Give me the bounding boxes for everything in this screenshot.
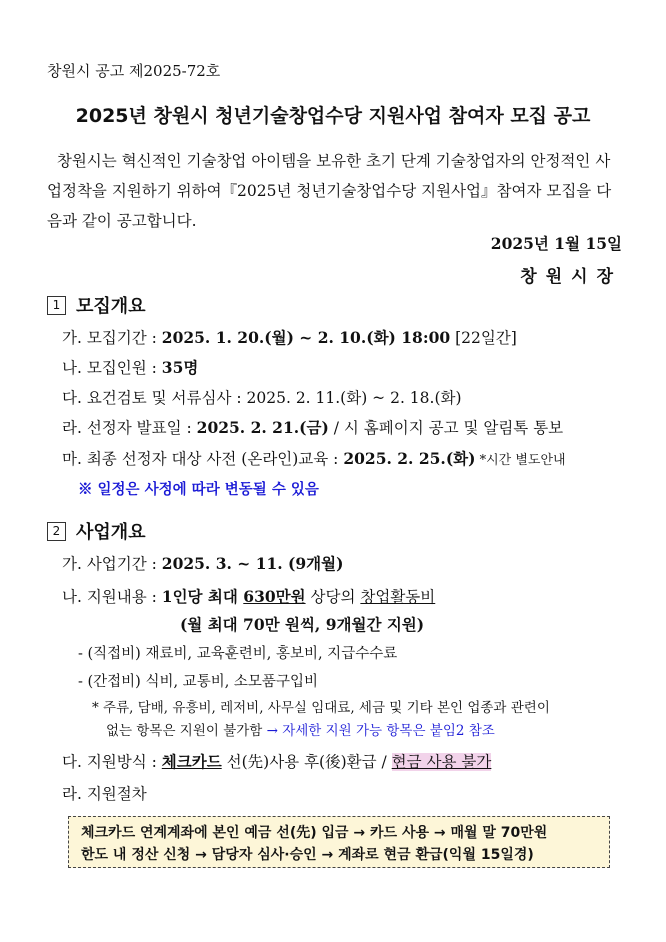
procedure-line2: 한도 내 정산 신청 → 담당자 심사·승인 → 계좌로 현금 환급(익월 15일경) [81, 847, 534, 863]
footnote-text: 없는 항목은 지원이 불가함 [106, 723, 267, 739]
page-title: 2025년 창원시 청년기술창업수당 지원사업 참여자 모집 공고 [75, 105, 591, 127]
footnote-line2 [106, 719, 495, 739]
announcement-date [62, 416, 563, 438]
item-extra: [22일간] [450, 329, 517, 347]
item-value: 2025. 3. ~ 11. (9개월) [161, 554, 344, 573]
business-period [62, 552, 343, 574]
item-label: 다. 지원방식 : [62, 753, 162, 771]
section1-title: 모집개요 [76, 296, 146, 317]
item-label: 나. 지원내용 : [62, 588, 162, 606]
indirect-costs: - (간접비) 식비, 교통비, 소모품구입비 [78, 674, 318, 690]
item-label: 가. 사업기간 : [62, 555, 162, 573]
support-method [62, 750, 491, 772]
item-value: 2025. 1. 20.(월) ~ 2. 10.(화) 18:00 [161, 328, 451, 347]
item-value: 2025. 2. 21.(금) [196, 418, 329, 437]
direct-costs: - (직접비) 재료비, 교육훈련비, 홍보비, 지급수수료 [78, 646, 398, 662]
procedure-line1: 체크카드 연계계좌에 본인 예금 선(先) 입금 → 카드 사용 → 매월 말 70만원 [81, 825, 548, 841]
no-cash-highlight: 현금 사용 불가 [391, 753, 492, 771]
procedure-label: 라. 지원절차 [62, 785, 147, 803]
item-value: 2025. 2. 11.(화) ~ 2. 18.(화) [246, 389, 462, 407]
schedule-note: ※ 일정은 사정에 따라 변동될 수 있음 [78, 481, 319, 498]
footnote-reference: → 자세한 지원 가능 항목은 붙임2 참조 [266, 723, 495, 739]
item-label: 나. 모집인원 : [62, 359, 162, 377]
item-label: 다. 요건검토 및 서류심사 : [62, 389, 247, 407]
section2-heading [47, 518, 146, 544]
recruit-period [62, 326, 517, 348]
support-activity-cost: 창업활동비 [360, 588, 436, 606]
item-label: 가. 모집기간 : [62, 329, 162, 347]
support-content [62, 585, 435, 607]
pre-education [62, 447, 566, 469]
issuer: 창원시장 [520, 267, 622, 287]
support-a: 1인당 최대 [161, 587, 244, 606]
intro-paragraph [47, 146, 625, 236]
section2-number: 2 [47, 522, 66, 541]
notice-number: 창원시 공고 제2025-72호 [47, 62, 221, 80]
item-label: 마. 최종 선정자 대상 사전 (온라인)교육 : [62, 450, 344, 468]
footnote-line1: * 주류, 담배, 유흥비, 레저비, 사무실 임대료, 세금 및 기타 본인 업종과 관련이 [92, 700, 550, 716]
support-amount: 630만원 [243, 587, 306, 606]
item-value: 35명 [161, 358, 199, 377]
procedure-box [68, 816, 610, 868]
section2-title: 사업개요 [76, 522, 146, 543]
recruit-count [62, 356, 198, 378]
section1-number: 1 [47, 296, 66, 315]
support-b: 상당의 [305, 588, 361, 606]
item-label: 라. 선정자 발표일 : [62, 419, 197, 437]
item-extra: / 시 홈페이지 공고 및 알림톡 통보 [328, 419, 564, 437]
method-rest: 선(先)사용 후(後)환급 / [221, 753, 392, 771]
item-value: 2025. 2. 25.(화) [343, 449, 476, 468]
check-card: 체크카드 [161, 752, 222, 771]
item-extra: *시간 별도안내 [475, 453, 566, 468]
review-period [62, 386, 462, 408]
section1-heading [47, 292, 146, 318]
notice-date: 2025년 1월 15일 [490, 234, 622, 253]
support-line2: (월 최대 70만 원씩, 9개월간 지원) [180, 615, 425, 634]
intro-text: 창원시는 혁신적인 기술창업 아이템을 보유한 초기 단계 기술창업자의 안정적인 사업정착을 지원하기 위하여『2025년 청년기술창업수당 지원사업』참여자 모집을 다음과 같이 공고합니다. [47, 152, 612, 230]
